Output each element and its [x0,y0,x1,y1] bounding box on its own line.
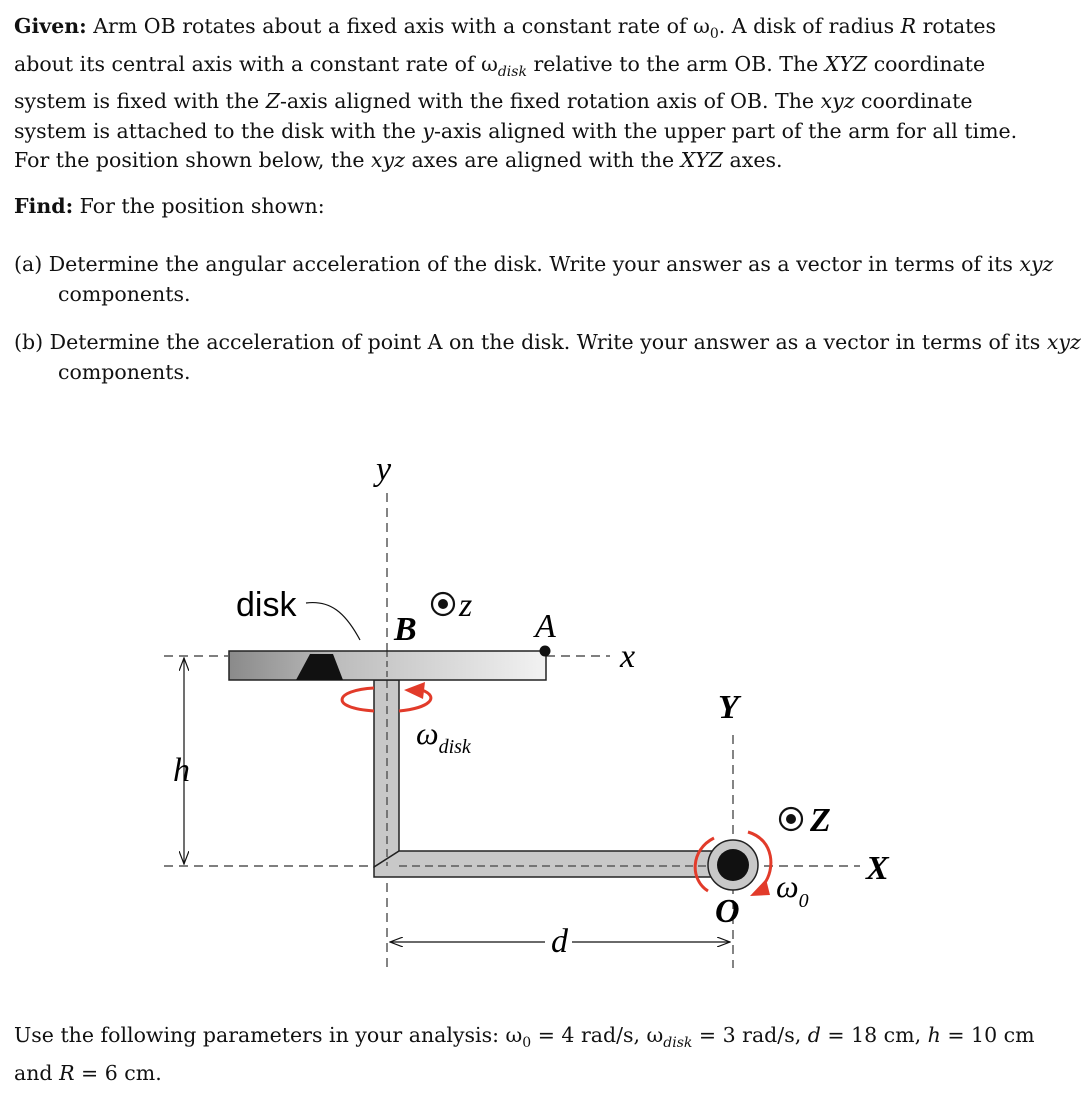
label-omega0: $\omega_0$ [776,868,809,912]
find-label: Find: [14,194,74,218]
Z-out-of-page-icon [780,808,802,830]
omega-disk-sub: disk [497,63,527,80]
params-R: R [59,1060,75,1085]
part-b-text: Determine the acceleration of point A on the disk. Write your answer as a vector in terms of its [43,330,1047,354]
params-d: d [807,1023,821,1047]
given-label: Given: [14,14,87,38]
omega0-sub: 0 [709,26,719,43]
omega-disk-arrow [342,682,431,711]
params-text-1: Use the following parameters in your analysis: ω [14,1023,523,1047]
pivot-O [708,840,758,890]
given-text-8: -axis aligned with the upper part of the arm for all time. For the position shown below, the [14,118,1018,173]
params-text-2: = 4 rad/s, ω [531,1023,664,1047]
given-xyz-2: xyz [370,148,405,173]
label-x: x [620,638,636,675]
find-paragraph [14,192,1044,222]
part-a-tag: (a) [14,252,43,276]
part-a-text: Determine the angular acceleration of the disk. Write your answer as a vector in terms of its [42,252,1020,276]
z-out-of-page-icon [432,593,454,615]
part-b-xyz: xyz [1046,330,1081,354]
label-d: d [551,923,568,960]
disk-shading-mark [296,654,343,680]
label-Y: Y [718,689,739,726]
given-XYZ-2: XYZ [680,148,724,173]
arm-vertical [374,680,399,867]
part-a-tail: components. [58,281,191,306]
label-disk: disk [236,586,297,624]
part-b-tail: components. [58,359,191,384]
params-text-6: = 6 cm. [74,1060,162,1085]
label-A: A [535,608,556,645]
arm-horizontal [374,851,724,877]
given-xyz: xyz [820,89,855,114]
given-text-1: Arm OB rotates about a fixed axis with a constant rate of ω [86,14,710,38]
params-text-4: = 18 cm, [820,1023,928,1047]
given-XYZ: XYZ [824,51,868,76]
label-y: y [376,451,392,488]
given-text-9: axes are aligned with the [404,148,681,173]
given-text-5: coordinate system is fixed with the [14,51,986,114]
label-omega-disk: $\omega_{disk}$ [416,715,471,758]
parameters-paragraph [14,1021,1044,1088]
label-O: O [715,893,740,930]
label-B: B [394,611,417,648]
find-text: For the position shown: [73,194,325,218]
given-text-4: relative to the arm OB. The [526,51,825,76]
params-text-5: = 10 cm and [14,1023,1035,1085]
given-text-2: . A disk of radius [718,14,901,38]
params-text-3: = 3 rad/s, [692,1023,808,1047]
given-Z: Z [265,89,280,114]
part-a-xyz: xyz [1019,252,1054,276]
label-z: z [459,587,473,624]
given-paragraph [14,12,1044,176]
given-text-10: axes. [723,148,783,173]
params-omega-disk-sub: disk [663,1035,693,1052]
part-b-tag: (b) [14,330,44,354]
given-y: y [422,118,434,143]
omega0-arrow [695,832,771,896]
label-h: h [173,752,190,789]
part-a [14,250,1088,309]
label-X: X [866,850,889,887]
disk-leader-line [306,603,360,640]
params-h: h [927,1023,941,1047]
label-Z: Z [810,802,831,839]
given-text-3: rotates about its central axis with a constant rate of ω [14,14,997,76]
dashed-guides [164,493,860,970]
point-A-dot [540,646,551,657]
given-text-7: coordinate system is attached to the disk with the [14,89,973,143]
part-b [14,328,1088,387]
given-text-6: -axis aligned with the fixed rotation axis of OB. The [279,89,821,114]
params-omega0-sub: 0 [522,1035,532,1052]
given-R: R [900,14,917,38]
disk-body [229,651,546,680]
